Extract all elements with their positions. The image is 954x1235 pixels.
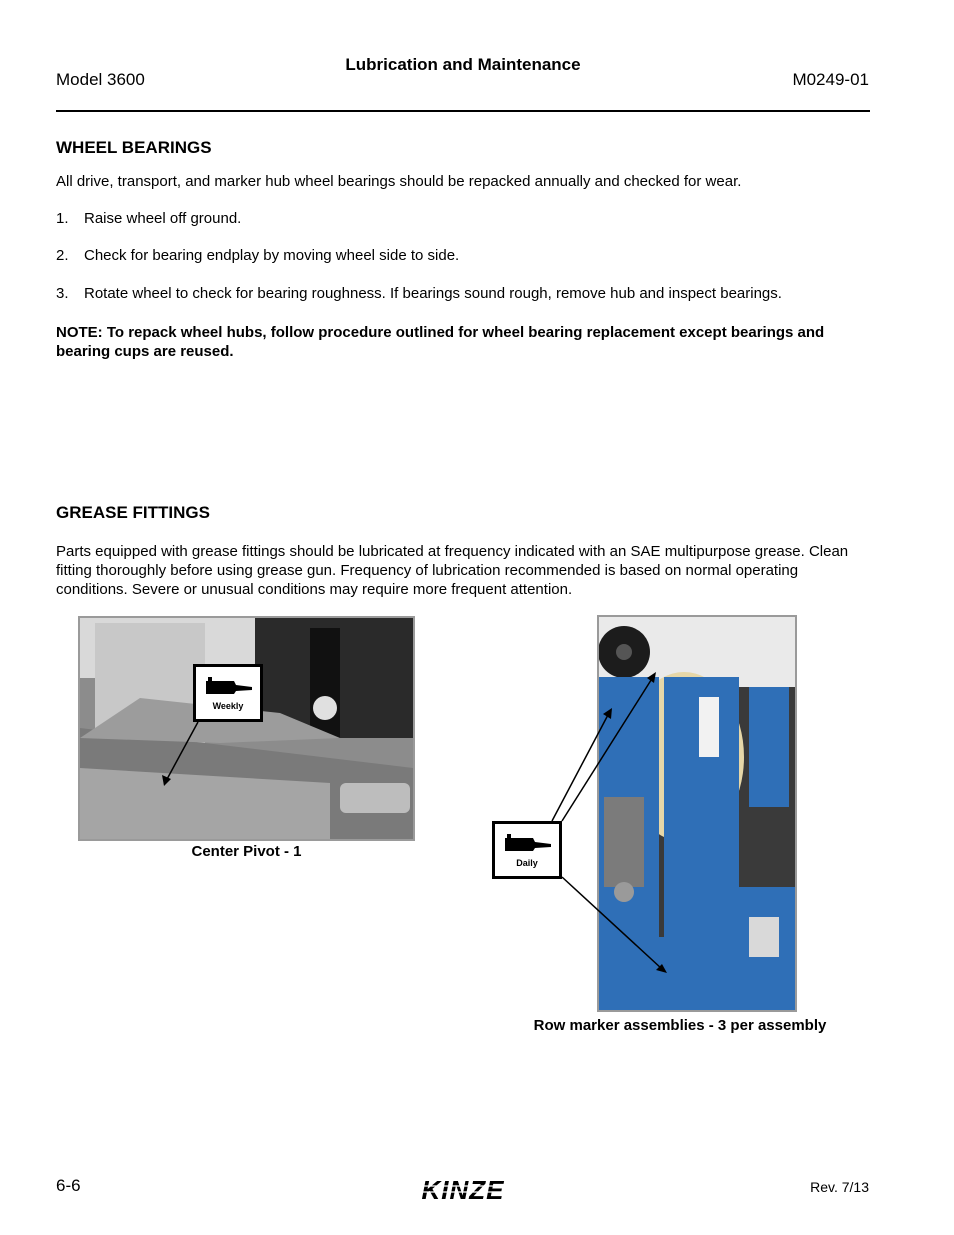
kinze-logo-text: KINZE	[421, 1176, 505, 1204]
step-number: 3.	[56, 285, 69, 302]
wheel-bearings-heading: WHEEL BEARINGS	[56, 138, 212, 157]
page-number: 6-6	[56, 1176, 81, 1195]
grease-gun-icon	[503, 832, 553, 854]
header-doc-number: M0249-01	[792, 70, 869, 89]
step-2	[56, 246, 459, 265]
step-number: 2.	[56, 247, 69, 264]
grease-fittings-heading: GREASE FITTINGS	[56, 503, 210, 522]
badge-label: Daily	[516, 858, 538, 868]
daily-badge	[492, 821, 562, 879]
weekly-badge	[193, 664, 263, 722]
row-marker-caption: Row marker assemblies - 3 per assembly	[533, 1017, 827, 1034]
row-marker-arrows	[490, 615, 800, 1015]
header-model: Model 3600	[56, 70, 145, 89]
wheel-hub-note: NOTE: To repack wheel hubs, follow procedure outlined for wheel bearing replacement except bearings and bearing cups are reused.	[56, 324, 825, 360]
kinze-logo	[404, 1176, 522, 1204]
center-pivot-arrow	[78, 616, 418, 846]
grease-fittings-intro: Parts equipped with grease fittings should be lubricated at frequency indicated with an SAE multipurpose grease. Clean fitting thoroughly before using grease gun. Frequency of lubrication recommended is based on normal operating conditions. Severe or unusual conditions may require more frequent attention.	[56, 543, 849, 598]
revision: Rev. 7/13	[810, 1179, 869, 1195]
step-number: 1.	[56, 210, 69, 227]
step-text: Check for bearing endplay by moving wheel side to side.	[84, 247, 460, 264]
badge-label: Weekly	[212, 701, 244, 711]
grease-gun-icon	[204, 675, 254, 697]
step-1	[56, 209, 241, 228]
center-pivot-caption: Center Pivot - 1	[191, 843, 302, 860]
header-section-title: Lubrication and Maintenance	[345, 55, 581, 74]
header-rule	[56, 110, 870, 112]
wheel-bearings-intro: All drive, transport, and marker hub wheel bearings should be repacked annually and checked for wear.	[56, 173, 742, 190]
step-3	[56, 284, 782, 303]
step-text: Rotate wheel to check for bearing roughness. If bearings sound rough, remove hub and inspect bearings.	[84, 285, 782, 302]
step-text: Raise wheel off ground.	[84, 210, 242, 227]
